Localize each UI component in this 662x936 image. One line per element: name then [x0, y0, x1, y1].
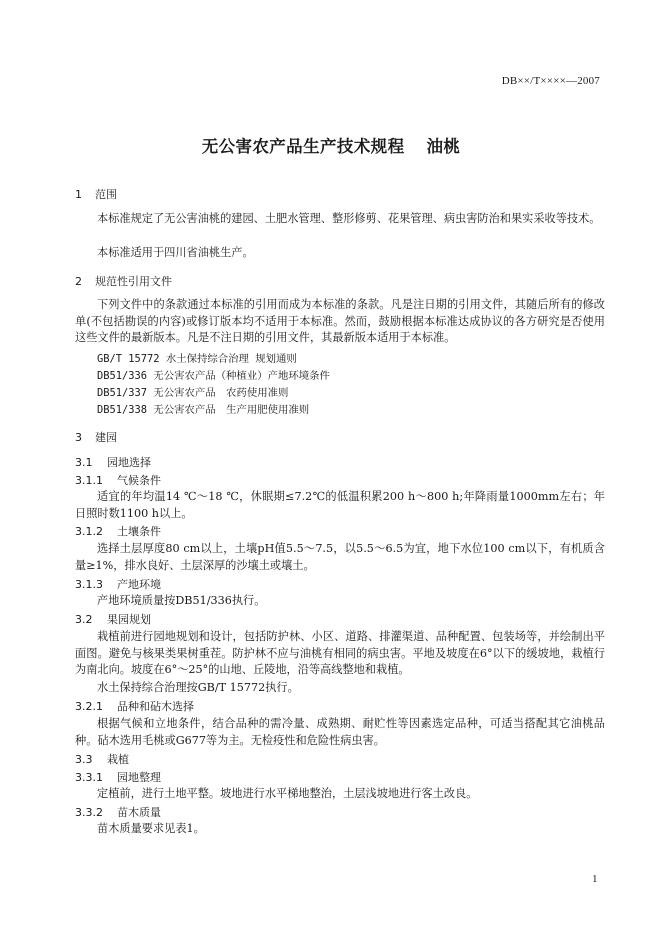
subsection-heading-3-3-2: [75, 804, 161, 820]
section-number: 3: [75, 431, 82, 444]
section-title: 苗木质量: [117, 806, 161, 819]
section-title: 果园规划: [107, 613, 151, 626]
section-number: 3.1.2: [75, 525, 103, 538]
section-title: 规范性引用文件: [95, 275, 172, 288]
paragraph-environment: 产地环境质量按DB51/336执行。: [97, 594, 266, 607]
section-title: 产地环境: [117, 578, 161, 591]
subsection-heading-3-1-2: [75, 523, 161, 539]
section-number: 3.3.2: [75, 806, 103, 819]
section-number: 3.2.1: [75, 700, 103, 713]
subsection-heading-3-1-3: [75, 576, 161, 592]
section-title: 品种和砧木选择: [117, 700, 194, 713]
section-number: 3.3: [75, 753, 93, 766]
subsection-heading-3-1-1: [75, 472, 161, 488]
section-heading-3: [75, 429, 117, 445]
section-title: 园地选择: [107, 456, 151, 469]
paragraph-climate: 适宜的年均温14 ℃～18 ℃，休眠期≤7.2℃的低温积累200 h～800 h;年降雨量1000mm左右；年日照时数1100 h以上。: [75, 490, 605, 520]
section-number: 3.2: [75, 613, 93, 626]
section-title: 建园: [95, 431, 117, 444]
title-main: 无公害农产品生产技术规程: [201, 137, 405, 156]
subsection-heading-3-3-1: [75, 769, 161, 785]
reference-item: DB51/336 无公害农产品（种植业）产地环境条件: [97, 370, 330, 382]
paragraph-land-preparation: 定植前，进行土地平整。坡地进行水平梯地整治，土层浅坡地进行客土改良。: [97, 787, 478, 800]
standard-code: DB××/T××××—2007: [501, 75, 600, 87]
section-number: 3.1.3: [75, 578, 103, 591]
page-number: 1: [592, 873, 598, 885]
section-title: 园地整理: [117, 771, 161, 784]
reference-item: DB51/337 无公害农产品 农药使用准则: [97, 387, 289, 399]
section-title: 栽植: [107, 753, 129, 766]
subsection-heading-3-1: [75, 454, 151, 470]
section-number: 3.1: [75, 456, 93, 469]
paragraph-soil: 选择土层厚度80 cm以上，土壤pH值5.5～7.5，以5.5～6.5为宜，地下水位100 cm以下，有机质含量≥1%，排水良好、土层深厚的沙壤土或壤土。: [75, 542, 605, 572]
section-heading-1: [75, 186, 117, 202]
paragraph-normative-refs: 下列文件中的条款通过本标准的引用而成为本标准的条款。凡是注日期的引用文件，其随后所有的修改单(不包括勘误的内容)或修订版本均不适用于本标准。然而，鼓励根据本标准达成协议的各方研究是否使用这些文件的最新版本。凡是不注日期的引用文件，其最新版本适用于本标准。: [75, 298, 605, 344]
subsection-heading-3-3: [75, 751, 129, 767]
section-number: 2: [75, 275, 82, 288]
paragraph-variety-rootstock: 根据气候和立地条件，结合品种的需冷量、成熟期、耐贮性等因素选定品种，可适当搭配其它油桃品种。砧木选用毛桃或G677等为主。无检疫性和危险性病虫害。: [75, 717, 605, 747]
section-title: 气候条件: [117, 474, 161, 487]
paragraph-soil-conservation: 水土保持综合治理按GB/T 15772执行。: [97, 681, 299, 694]
reference-item: GB/T 15772 水土保持综合治理 规划通则: [97, 353, 297, 365]
subsection-heading-3-2-1: [75, 698, 194, 714]
reference-item: DB51/338 无公害农产品 生产用肥使用准则: [97, 404, 310, 416]
section-title: 土壤条件: [117, 525, 161, 538]
section-title: 范围: [95, 188, 117, 201]
title-crop: 油桃: [426, 137, 461, 156]
paragraph-seedling-quality: 苗木质量要求见表1。: [97, 822, 205, 835]
document-title: [0, 133, 662, 157]
section-number: 3.1.1: [75, 474, 103, 487]
section-heading-2: [75, 273, 172, 289]
paragraph-applicability: 本标准适用于四川省油桃生产。: [97, 246, 254, 259]
paragraph-scope: 本标准规定了无公害油桃的建园、土肥水管理、整形修剪、花果管理、病虫害防治和果实采收等技术。: [97, 212, 601, 225]
paragraph-orchard-planning: 栽植前进行园地规划和设计，包括防护林、小区、道路、排灌渠道、品种配置、包装场等，并绘制出平面图。避免与核果类果树重茬。防护林不应与油桃有相同的病虫害。平地及坡度在6°以下的缓坡地，栽植行为南北向。坡度在6°～25°的山地、丘陵地，沿等高线整地和栽植。: [75, 630, 605, 676]
section-number: 1: [75, 188, 82, 201]
section-number: 3.3.1: [75, 771, 103, 784]
subsection-heading-3-2: [75, 611, 151, 627]
